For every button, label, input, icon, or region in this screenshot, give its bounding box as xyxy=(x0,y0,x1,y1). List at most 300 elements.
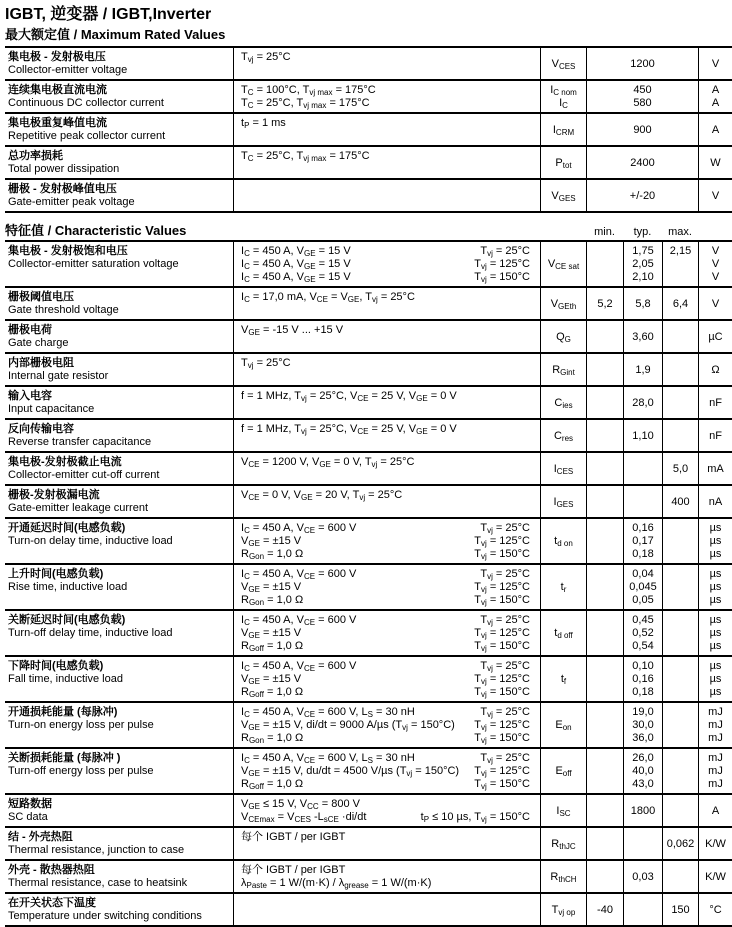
unit xyxy=(698,657,732,701)
cell-line: 150 xyxy=(671,903,690,916)
table-row xyxy=(5,81,732,114)
min-value xyxy=(586,749,623,793)
cell-line: $I_{CES}$ xyxy=(553,462,574,476)
cell-line: V xyxy=(711,258,720,270)
param-name-en: Total power dissipation xyxy=(8,163,120,175)
param-name xyxy=(5,861,233,892)
param-name-zh: 开通延迟时间(电感负载) xyxy=(8,522,126,534)
typ-value xyxy=(623,288,662,319)
condition-temperature: $T_{vj} = 150^\circ C$ xyxy=(474,732,530,745)
param-name xyxy=(5,565,233,609)
cell-line: $I_C$ xyxy=(559,97,568,110)
cell-line: 0,18 xyxy=(632,686,654,698)
conditions xyxy=(233,147,540,178)
cell-line: 28,0 xyxy=(632,396,654,409)
table-row xyxy=(5,565,732,611)
max-value xyxy=(662,519,698,563)
cell-line: +/-20 xyxy=(629,189,656,202)
condition-temperature: $T_{vj} = 125^\circ C$ xyxy=(474,535,530,548)
table-row xyxy=(5,114,732,147)
min-value xyxy=(586,703,623,747)
unit xyxy=(698,828,732,859)
cell-line: 43,0 xyxy=(632,778,654,790)
cell-line: 5,2 xyxy=(597,297,613,310)
symbol xyxy=(540,749,586,793)
param-name xyxy=(5,242,233,286)
cell-line: 0,54 xyxy=(632,640,654,652)
conditions xyxy=(233,749,540,793)
param-name xyxy=(5,749,233,793)
param-name-en: Continuous DC collector current xyxy=(8,97,164,109)
table-row xyxy=(5,828,732,861)
cell-line: 2400 xyxy=(630,156,655,169)
param-name-zh: 集电极 - 发射极饱和电压 xyxy=(8,245,128,257)
cell-line: $R_{Gint}$ xyxy=(552,363,575,377)
condition-text: f = 1 MHz, $T_{vj} = 25^\circ C$, $V_{CE} = 25$ V, $V_{GE} = 0$ V xyxy=(241,390,457,403)
param-name-zh: 开通损耗能量 (每脉冲) xyxy=(8,706,118,718)
typ-value xyxy=(623,519,662,563)
cell-line: $t_r$ xyxy=(560,581,567,594)
cell-line: µs xyxy=(709,522,722,534)
cell-line: A xyxy=(711,84,720,96)
condition-line xyxy=(241,877,530,890)
param-name-en: Reverse transfer capacitance xyxy=(8,436,152,448)
cell-line: $I_{C nom}$ xyxy=(550,84,577,97)
table-row xyxy=(5,180,732,213)
cell-line: $I_{SC}$ xyxy=(556,804,571,818)
cell-line: 0,05 xyxy=(632,594,654,606)
typ-value xyxy=(623,486,662,517)
param-name-zh: 集电极 - 发射极电压 xyxy=(8,51,106,63)
condition-line xyxy=(241,245,530,258)
condition-line xyxy=(241,271,530,284)
condition-text: $I_C = 450$ A, $V_{CE} = 600$ V xyxy=(241,614,357,627)
cell-line: $V_{GES}$ xyxy=(551,189,576,203)
cell-line: $R_{thCH}$ xyxy=(550,870,577,884)
cell-line: $P_{tot}$ xyxy=(555,156,572,170)
max-value xyxy=(662,795,698,826)
condition-text: $T_C = 25^\circ C$, $T_{vj max} = 175^\circ C$ xyxy=(241,150,370,163)
condition-text: $R_{Goff} = 1,0$ Ω xyxy=(241,686,304,699)
conditions xyxy=(233,828,540,859)
max-value xyxy=(662,354,698,385)
conditions xyxy=(233,387,540,418)
max-value xyxy=(662,321,698,352)
conditions xyxy=(233,453,540,484)
condition-line xyxy=(241,522,530,535)
cell-line: 0,045 xyxy=(629,581,657,593)
param-name xyxy=(5,420,233,451)
condition-line xyxy=(241,660,530,673)
condition-text: $R_{Goff} = 1,0$ Ω xyxy=(241,640,304,653)
condition-text: 每个 IGBT / per IGBT xyxy=(241,864,346,876)
table-row xyxy=(5,519,732,565)
condition-line xyxy=(241,673,530,686)
param-name-en: Rise time, inductive load xyxy=(8,581,128,593)
condition-text: $V_{GE} = -15$ V ... +15 V xyxy=(241,324,344,337)
condition-text: $V_{CEmax} = V_{CES}$ $-L_{sCE} \cdot di/dt$ xyxy=(241,811,367,824)
cell-line: $C_{ies}$ xyxy=(554,396,573,410)
condition-line xyxy=(241,732,530,745)
cell-line: Ω xyxy=(711,363,720,376)
rated-value xyxy=(586,180,698,211)
condition-text: $I_C = 450$ A, $V_{CE} = 600$ V, $L_S = 30$ nH xyxy=(241,706,415,719)
cell-line: A xyxy=(711,123,720,136)
cell-line: $E_{on}$ xyxy=(555,719,572,732)
conditions xyxy=(233,354,540,385)
param-name-zh: 结 - 外壳热阻 xyxy=(8,831,73,843)
cell-line: $C_{res}$ xyxy=(553,429,574,443)
typ-value xyxy=(623,828,662,859)
unit xyxy=(698,795,732,826)
param-name xyxy=(5,180,233,211)
condition-temperature: $T_{vj} = 125^\circ C$ xyxy=(474,673,530,686)
cell-line: mJ xyxy=(708,732,723,744)
condition-temperature: $T_{vj} = 25^\circ C$ xyxy=(480,706,530,719)
unit xyxy=(698,420,732,451)
condition-text: $T_C = 25^\circ C$, $T_{vj max} = 175^\circ C$ xyxy=(241,97,370,110)
typ-value xyxy=(623,354,662,385)
table-row xyxy=(5,861,732,894)
typ-value xyxy=(623,565,662,609)
condition-text: $V_{GE} = \pm 15$ V, di/dt = 9000 A/µs $(T_{vj} = 150^\circ C)$ xyxy=(241,719,455,732)
unit xyxy=(698,486,732,517)
cell-line: 30,0 xyxy=(632,719,654,731)
col-header-typ: typ. xyxy=(633,226,652,238)
typ-value xyxy=(623,894,662,925)
condition-temperature: $T_{vj} = 150^\circ C$ xyxy=(474,778,530,791)
table-row xyxy=(5,147,732,180)
col-header-min: min. xyxy=(594,226,615,238)
table-row xyxy=(5,242,732,288)
unit xyxy=(698,321,732,352)
cell-line: 1200 xyxy=(630,57,655,70)
col-header-max: max. xyxy=(668,226,692,238)
conditions xyxy=(233,180,540,211)
condition-line xyxy=(241,291,530,304)
param-name-zh: 上升时间(电感负载) xyxy=(8,568,104,580)
max-value xyxy=(662,420,698,451)
cell-line: 450 xyxy=(633,84,652,96)
conditions xyxy=(233,611,540,655)
min-value xyxy=(586,387,623,418)
param-name xyxy=(5,387,233,418)
cell-line: $I_{GES}$ xyxy=(553,495,574,509)
condition-line xyxy=(241,798,530,811)
conditions xyxy=(233,565,540,609)
param-name-zh: 反向传输电容 xyxy=(8,423,74,435)
cell-line: 3,60 xyxy=(632,330,654,343)
max-value xyxy=(662,894,698,925)
condition-line xyxy=(241,258,530,271)
condition-line xyxy=(241,456,530,469)
characteristic-table xyxy=(5,240,732,927)
max-value xyxy=(662,565,698,609)
condition-temperature: $T_{vj} = 125^\circ C$ xyxy=(474,581,530,594)
cell-line: -40 xyxy=(597,903,613,916)
symbol xyxy=(540,894,586,925)
param-name-zh: 内部栅极电阻 xyxy=(8,357,74,369)
param-name xyxy=(5,288,233,319)
condition-line xyxy=(241,84,530,97)
param-name-zh: 关断损耗能量 (每脉冲 ) xyxy=(8,752,121,764)
conditions xyxy=(233,288,540,319)
typ-value xyxy=(623,242,662,286)
condition-line xyxy=(241,97,530,110)
min-value xyxy=(586,354,623,385)
min-value xyxy=(586,565,623,609)
conditions xyxy=(233,81,540,112)
cell-line: 900 xyxy=(633,123,652,136)
param-name xyxy=(5,828,233,859)
condition-text: $V_{GE} \le 15$ V, $V_{CC} = 800$ V xyxy=(241,798,360,811)
condition-text: $I_C = 450$ A, $V_{GE} = 15$ V xyxy=(241,258,351,271)
rated-value xyxy=(586,48,698,79)
condition-text: $T_C = 100^\circ C$, $T_{vj max} = 175^\circ C$ xyxy=(241,84,376,97)
cell-line: 0,03 xyxy=(632,870,654,883)
param-name-en: Turn-on energy loss per pulse xyxy=(8,719,154,731)
unit xyxy=(698,242,732,286)
condition-text: $R_{Goff} = 1,0$ Ω xyxy=(241,778,304,791)
condition-line xyxy=(241,357,530,370)
param-name xyxy=(5,795,233,826)
param-name-en: Internal gate resistor xyxy=(8,370,109,382)
param-name-zh: 输入电容 xyxy=(8,390,52,402)
condition-text: $I_C = 450$ A, $V_{CE} = 600$ V xyxy=(241,660,357,673)
min-value xyxy=(586,420,623,451)
cell-line: µs xyxy=(709,614,722,626)
cell-line: $V_{GEth}$ xyxy=(550,297,577,311)
conditions xyxy=(233,48,540,79)
table-row xyxy=(5,749,732,795)
param-name xyxy=(5,611,233,655)
rated-value xyxy=(586,147,698,178)
symbol xyxy=(540,519,586,563)
characteristic-header xyxy=(5,220,732,240)
symbol xyxy=(540,795,586,826)
symbol xyxy=(540,453,586,484)
condition-text: $t_P = 1$ ms xyxy=(241,117,286,130)
condition-text: $T_{vj} = 25^\circ C$ xyxy=(241,51,291,64)
typ-value xyxy=(623,703,662,747)
param-name xyxy=(5,354,233,385)
condition-text: $I_C = 450$ A, $V_{CE} = 600$ V, $L_S = 30$ nH xyxy=(241,752,415,765)
param-name-en: Gate charge xyxy=(8,337,69,349)
param-name xyxy=(5,894,233,925)
cell-line: 0,10 xyxy=(632,660,654,672)
table-row xyxy=(5,420,732,453)
cell-line: 0,17 xyxy=(632,535,654,547)
cell-line: 2,10 xyxy=(632,271,654,283)
param-name-en: Turn-on delay time, inductive load xyxy=(8,535,173,547)
cell-line: µs xyxy=(709,627,722,639)
condition-temperature: $T_{vj} = 125^\circ C$ xyxy=(474,258,530,271)
max-value xyxy=(662,657,698,701)
rated-value xyxy=(586,114,698,145)
cell-line: 19,0 xyxy=(632,706,654,718)
param-name-zh: 集电极-发射极截止电流 xyxy=(8,456,122,468)
condition-line xyxy=(241,150,530,163)
cell-line: µs xyxy=(709,535,722,547)
typ-value xyxy=(623,749,662,793)
condition-line xyxy=(241,752,530,765)
table-row xyxy=(5,795,732,828)
typ-value xyxy=(623,420,662,451)
condition-line xyxy=(241,811,530,824)
cell-line: 2,05 xyxy=(632,258,654,270)
cell-line: $V_{CES}$ xyxy=(551,57,576,71)
min-value xyxy=(586,519,623,563)
unit xyxy=(698,81,732,112)
cell-line: 1,75 xyxy=(632,245,654,257)
cell-line: mJ xyxy=(708,752,723,764)
condition-temperature: $T_{vj} = 25^\circ C$ xyxy=(480,568,530,581)
symbol xyxy=(540,828,586,859)
cell-line: $V_{CE sat}$ xyxy=(547,258,580,271)
param-name-zh: 栅极阈值电压 xyxy=(8,291,74,303)
condition-text: $I_C = 450$ A, $V_{CE} = 600$ V xyxy=(241,522,357,535)
param-name-en: Gate-emitter leakage current xyxy=(8,502,149,514)
condition-temperature: $T_{vj} = 125^\circ C$ xyxy=(474,627,530,640)
typ-value xyxy=(623,795,662,826)
condition-line xyxy=(241,568,530,581)
condition-line xyxy=(241,390,530,403)
min-value xyxy=(586,611,623,655)
table-row xyxy=(5,894,732,927)
cell-line: V xyxy=(711,189,720,202)
param-name-en: Fall time, inductive load xyxy=(8,673,123,685)
conditions xyxy=(233,321,540,352)
cell-line: 1800 xyxy=(630,804,656,817)
max-rated-table xyxy=(5,46,732,213)
unit xyxy=(698,519,732,563)
cell-line: µs xyxy=(709,581,722,593)
param-name-en: Collector-emitter cut-off current xyxy=(8,469,160,481)
unit xyxy=(698,48,732,79)
condition-temperature: $T_{vj} = 25^\circ C$ xyxy=(480,752,530,765)
cell-line: 36,0 xyxy=(632,732,654,744)
condition-text: $\lambda_{Paste} = 1$ $W/(m\cdot K) / \lambda_{grease} = 1$ W/(m·K) xyxy=(241,877,432,890)
condition-text: $V_{CE} = 1200$ V, $V_{GE} = 0$ V, $T_{vj} = 25^\circ C$ xyxy=(241,456,415,469)
condition-line xyxy=(241,778,530,791)
condition-temperature: $T_{vj} = 25^\circ C$ xyxy=(480,245,530,258)
condition-line xyxy=(241,719,530,732)
cell-line: A xyxy=(711,804,720,817)
conditions xyxy=(233,242,540,286)
param-name-en: Thermal resistance, junction to case xyxy=(8,844,185,856)
cell-line: $t_{d on}$ xyxy=(554,535,573,548)
param-name-en: Turn-off energy loss per pulse xyxy=(8,765,154,777)
cell-line: µs xyxy=(709,686,722,698)
condition-line xyxy=(241,627,530,640)
param-name xyxy=(5,81,233,112)
cell-line: 5,0 xyxy=(672,462,689,475)
cell-line: µs xyxy=(709,673,722,685)
param-name-en: Thermal resistance, case to heatsink xyxy=(8,877,188,889)
param-name xyxy=(5,703,233,747)
param-name-en: Gate-emitter peak voltage xyxy=(8,196,135,208)
condition-line xyxy=(241,548,530,561)
param-name-zh: 外壳 - 散热器热阻 xyxy=(8,864,95,876)
condition-line xyxy=(241,686,530,699)
cell-line: µs xyxy=(709,594,722,606)
condition-line xyxy=(241,594,530,607)
cell-line: µs xyxy=(709,640,722,652)
conditions xyxy=(233,795,540,826)
param-name-en: Repetitive peak collector current xyxy=(8,130,166,142)
condition-temperature: $T_{vj} = 25^\circ C$ xyxy=(480,660,530,673)
conditions xyxy=(233,703,540,747)
condition-text: $V_{CE} = 0$ V, $V_{GE} = 20$ V, $T_{vj} = 25^\circ C$ xyxy=(241,489,403,502)
condition-text: $R_{Gon} = 1,0$ Ω xyxy=(241,732,304,745)
min-value xyxy=(586,894,623,925)
min-value xyxy=(586,657,623,701)
condition-temperature: $T_{vj} = 150^\circ C$ xyxy=(474,594,530,607)
unit xyxy=(698,861,732,892)
section-title-characteristic: 特征值 / Characteristic Values xyxy=(5,223,187,238)
cell-line: 400 xyxy=(671,495,690,508)
table-row xyxy=(5,453,732,486)
unit xyxy=(698,565,732,609)
symbol xyxy=(540,657,586,701)
cell-line: 1,9 xyxy=(635,363,651,376)
cell-line: mJ xyxy=(708,706,723,718)
cell-line: 0,52 xyxy=(632,627,654,639)
table-row xyxy=(5,657,732,703)
section-title-max-rated: 最大额定值 / Maximum Rated Values xyxy=(5,27,226,42)
condition-text: f = 1 MHz, $T_{vj} = 25^\circ C$, $V_{CE} = 25$ V, $V_{GE} = 0$ V xyxy=(241,423,457,436)
unit xyxy=(698,147,732,178)
condition-text: $V_{GE} = \pm 15$ V xyxy=(241,673,302,686)
param-name-zh: 关断延迟时间(电感负载) xyxy=(8,614,126,626)
table-row xyxy=(5,354,732,387)
param-name-zh: 总功率损耗 xyxy=(8,150,63,162)
param-name xyxy=(5,114,233,145)
cell-line: 0,16 xyxy=(632,673,654,685)
cell-line: 0,45 xyxy=(632,614,654,626)
page-title: IGBT, 逆变器 / IGBT,Inverter xyxy=(5,6,212,23)
cell-line: °C xyxy=(709,903,722,916)
param-name-zh: 集电极重复峰值电流 xyxy=(8,117,107,129)
condition-text: $T_{vj} = 25^\circ C$ xyxy=(241,357,291,370)
param-name xyxy=(5,147,233,178)
unit xyxy=(698,114,732,145)
cell-line: V xyxy=(711,57,720,70)
max-value xyxy=(662,453,698,484)
param-name xyxy=(5,321,233,352)
typ-value xyxy=(623,321,662,352)
condition-line xyxy=(241,831,530,844)
cell-line: nF xyxy=(709,396,722,409)
max-value xyxy=(662,703,698,747)
symbol xyxy=(540,48,586,79)
cell-line: 2,15 xyxy=(669,245,692,257)
min-value xyxy=(586,486,623,517)
cell-line: 5,8 xyxy=(635,297,651,310)
table-row xyxy=(5,611,732,657)
rated-value xyxy=(586,81,698,112)
cell-line: W xyxy=(710,156,721,169)
typ-value xyxy=(623,657,662,701)
unit xyxy=(698,288,732,319)
param-name xyxy=(5,48,233,79)
param-name-en: SC data xyxy=(8,811,48,823)
condition-line xyxy=(241,535,530,548)
cell-line: K/W xyxy=(705,837,726,850)
table-row xyxy=(5,48,732,81)
condition-line xyxy=(241,765,530,778)
conditions xyxy=(233,486,540,517)
